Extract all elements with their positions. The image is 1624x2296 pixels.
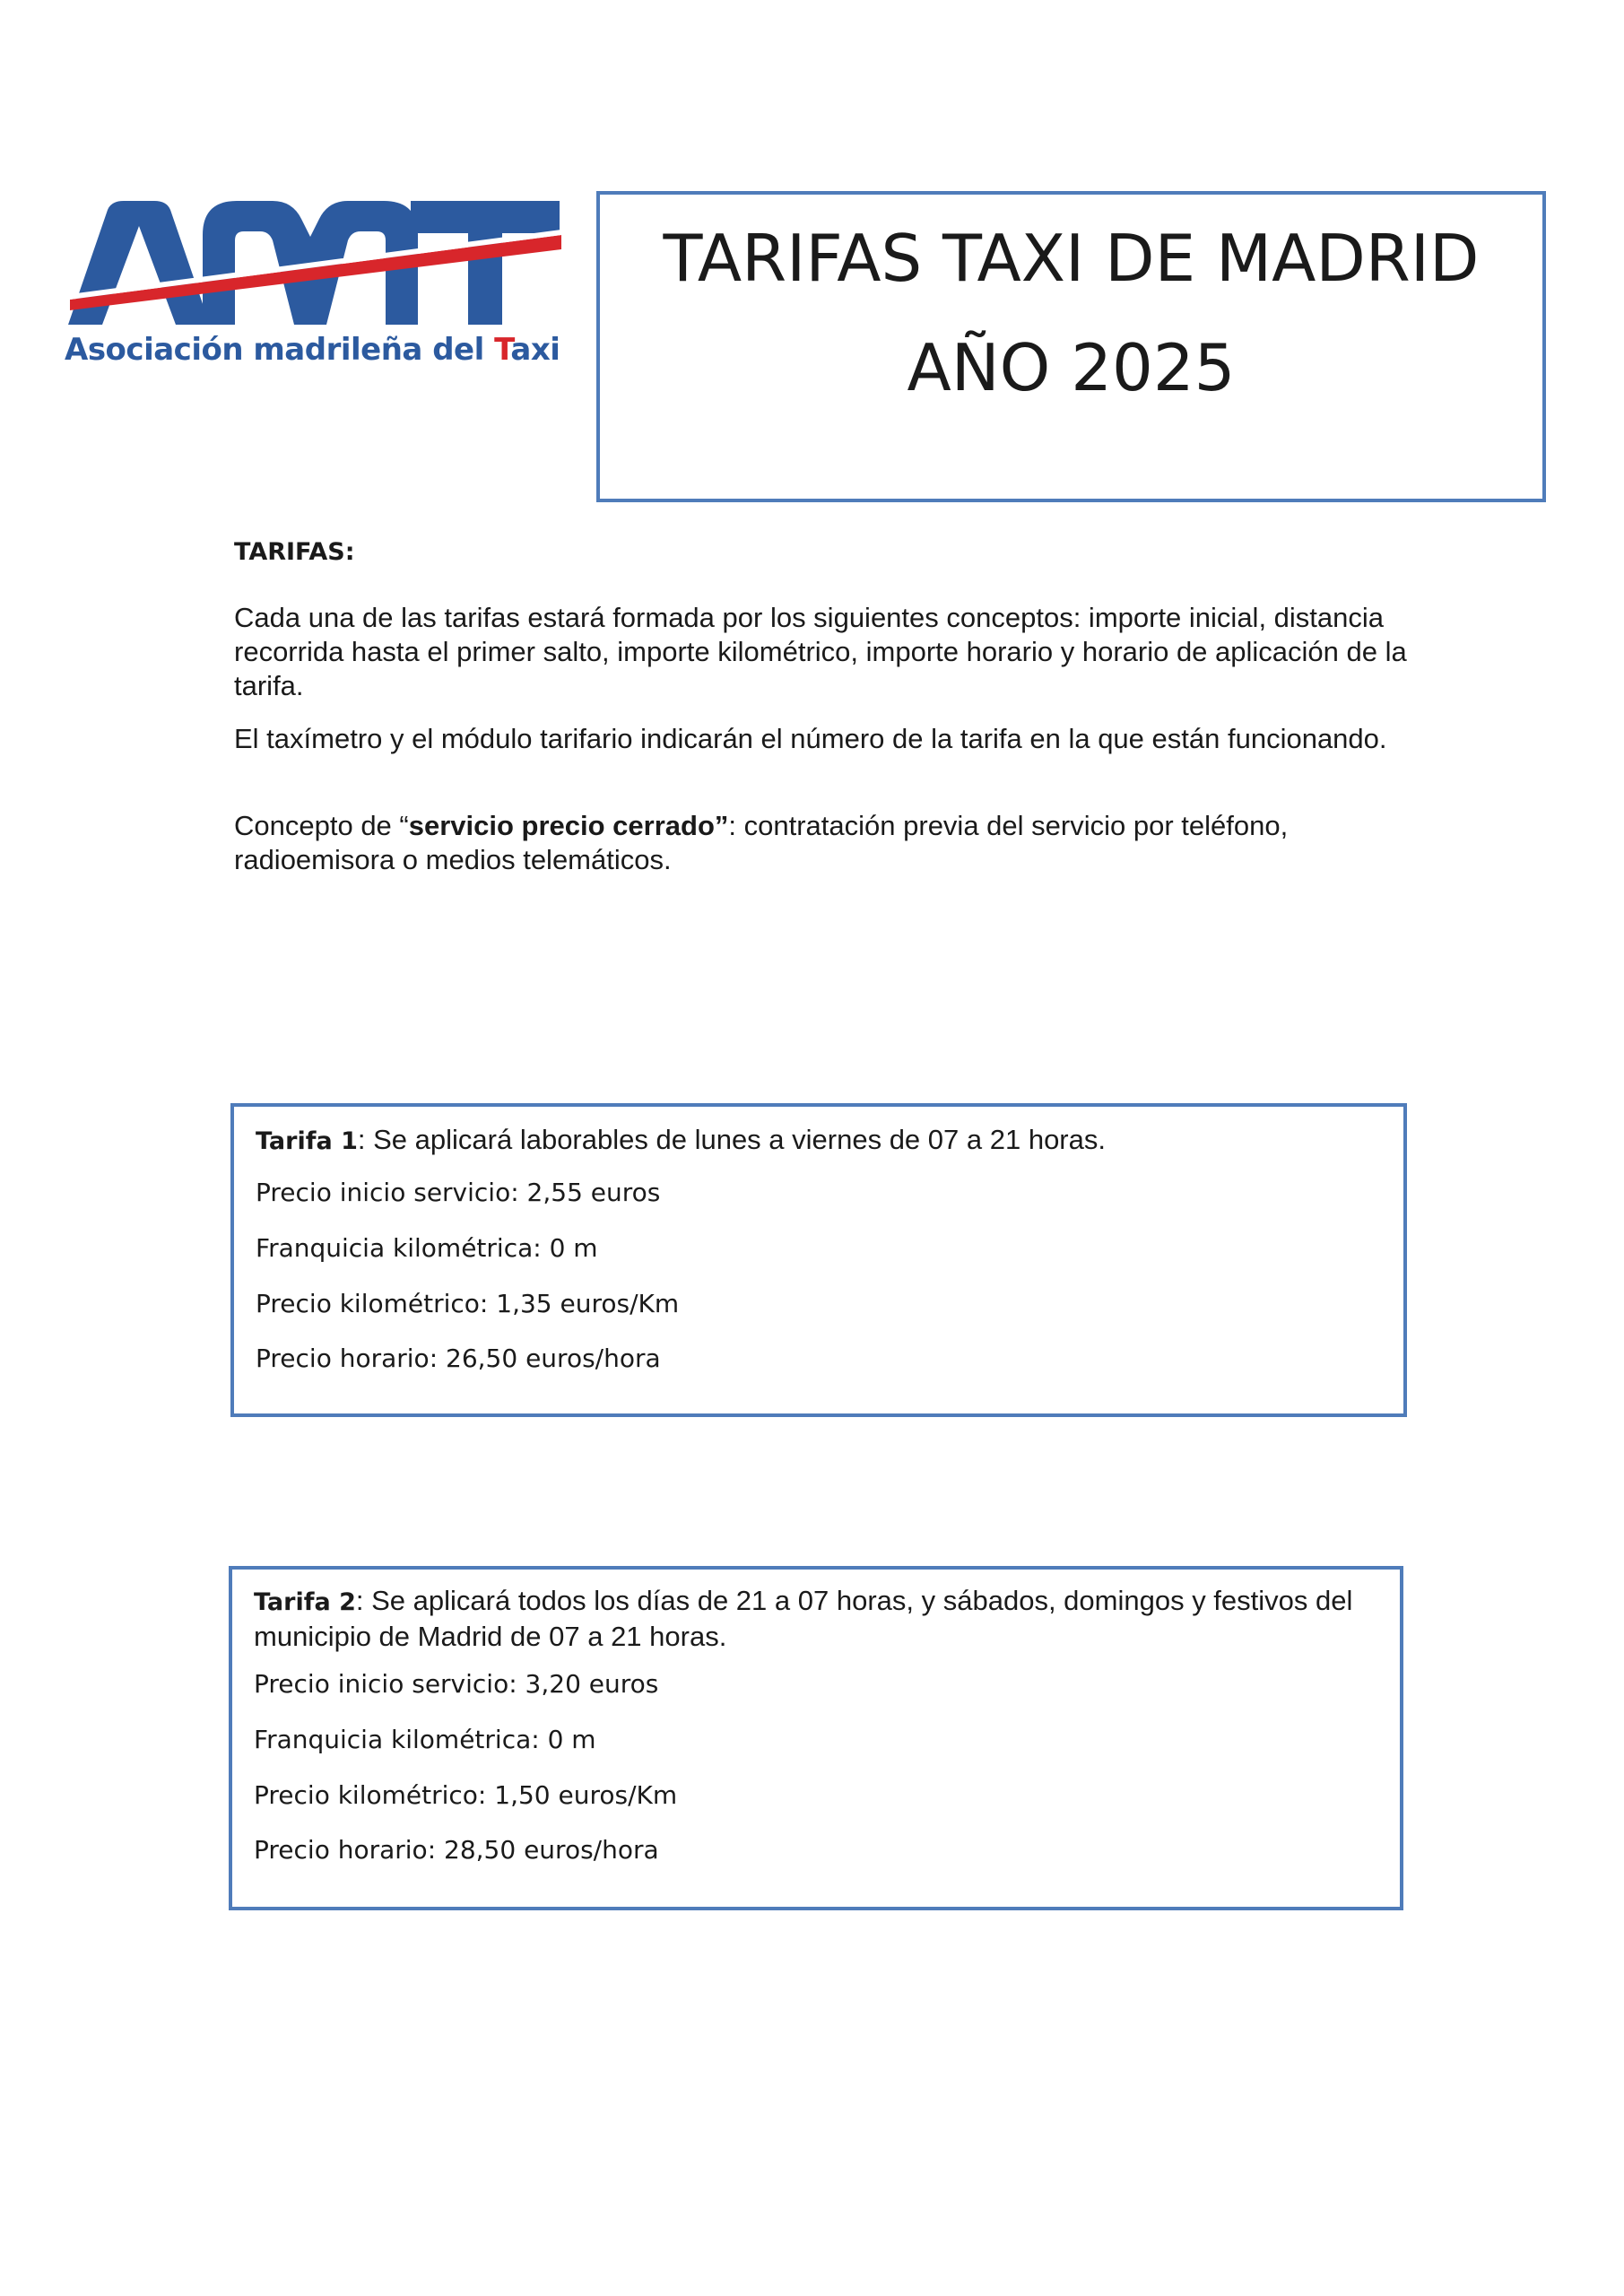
tarifa-2-franquicia: Franquicia kilométrica: 0 m (254, 1725, 596, 1754)
tarifa-2-horario: Precio horario: 28,50 euros/hora (254, 1835, 659, 1865)
tarifa-1-inicio: Precio inicio servicio: 2,55 euros (256, 1178, 661, 1207)
tarifa-2-kilometrico: Precio kilométrico: 1,50 euros/Km (254, 1780, 678, 1810)
tarifa-1-horario: Precio horario: 26,50 euros/hora (256, 1344, 661, 1373)
tarifa-2-name: Tarifa 2 (254, 1588, 356, 1616)
paragraph-conceptos: Cada una de las tarifas estará formada por los siguientes conceptos: importe inicial, distancia recorrida hasta el primer salto, importe kilométrico, importe horario y horario de aplicación de la tarifa. (234, 602, 1407, 701)
tarifa-1-kilometrico: Precio kilométrico: 1,35 euros/Km (256, 1289, 680, 1318)
tarifa-1-description: Tarifa 1: Se aplicará laborables de lunes a viernes de 07 a 21 horas. (256, 1124, 1106, 1155)
tarifa-1-franquicia: Franquicia kilométrica: 0 m (256, 1233, 598, 1263)
title-line-2: AÑO 2025 (907, 330, 1236, 405)
paragraph-taximetro: El taxímetro y el módulo tarifario indicarán el número de la tarifa en la que están funcionando. (234, 723, 1387, 754)
amt-logo (61, 199, 572, 378)
title-line-1: TARIFAS TAXI DE MADRID (663, 221, 1480, 296)
tarifas-heading: TARIFAS: (234, 538, 355, 566)
tarifa-2-description: Tarifa 2: Se aplicará todos los días de 21 a 07 horas, y sábados, domingos y festivos del municipio de Madrid de 07 a 21 horas. (254, 1585, 1353, 1652)
tarifa-1-name: Tarifa 1 (256, 1127, 358, 1155)
tarifa-2-box (229, 1566, 1403, 1910)
paragraph-precio-cerrado: Concepto de “servicio precio cerrado”: contratación previa del servicio por teléfono, radioemisora o medios telemáticos. (234, 810, 1289, 875)
tarifa-2-inicio: Precio inicio servicio: 3,20 euros (254, 1669, 659, 1699)
logo-subtitle: Asociación madrileña del Taxi (65, 332, 560, 368)
precio-cerrado-term: servicio precio cerrado” (408, 810, 729, 841)
amt-logo-mark (68, 199, 561, 329)
title-box (596, 191, 1546, 502)
tarifa-1-box (230, 1103, 1407, 1417)
